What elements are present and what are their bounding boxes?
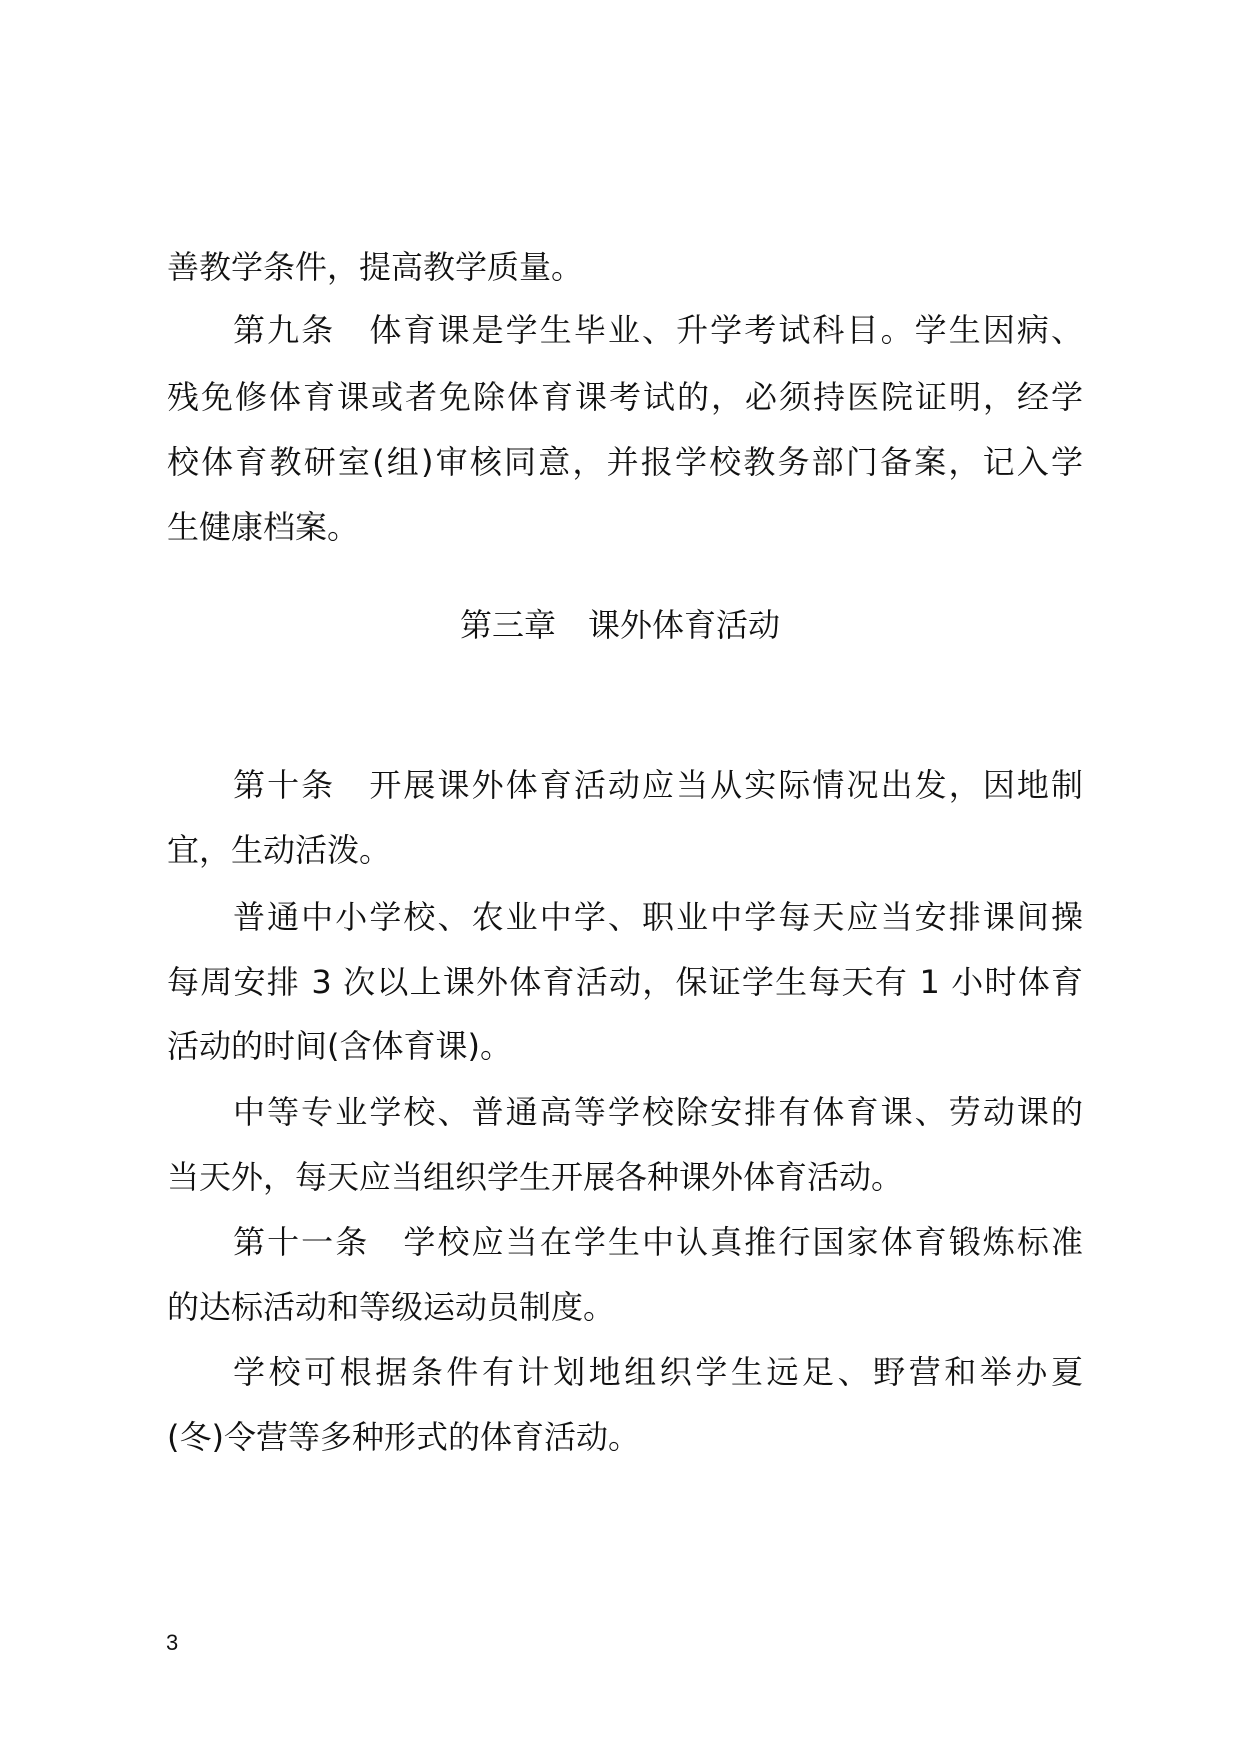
- article-10-line-1: 第十条 开展课外体育活动应当从实际情况出发，因地制: [233, 766, 1083, 804]
- paragraph-line: 善教学条件，提高教学质量。: [167, 248, 584, 286]
- article-11-line-1: 第十一条 学校应当在学生中认真推行国家体育锻炼标准: [233, 1223, 1083, 1261]
- article-10-p2-line-1: 普通中小学校、农业中学、职业中学每天应当安排课间操: [233, 898, 1083, 936]
- article-11-p2-line-2: (冬)令营等多种形式的体育活动。: [167, 1418, 640, 1456]
- page-number: 3: [166, 1630, 179, 1655]
- article-10-p3-line-1: 中等专业学校、普通高等学校除安排有体育课、劳动课的: [233, 1093, 1083, 1131]
- article-10-line-2: 宜，生动活泼。: [167, 831, 392, 869]
- article-11-line-2: 的达标活动和等级运动员制度。: [167, 1288, 616, 1326]
- article-9-line-1: 第九条 体育课是学生毕业、升学考试科目。学生因病、: [233, 311, 1083, 349]
- article-10-p3-line-2: 当天外，每天应当组织学生开展各种课外体育活动。: [167, 1158, 904, 1196]
- chapter-title: 第三章 课外体育活动: [459, 606, 780, 644]
- article-10-p2-line-2: 每周安排 3 次以上课外体育活动，保证学生每天有 1 小时体育: [167, 963, 1083, 1001]
- article-11-p2-line-1: 学校可根据条件有计划地组织学生远足、野营和举办夏: [233, 1353, 1083, 1391]
- article-9-line-2: 残免修体育课或者免除体育课考试的，必须持医院证明，经学: [167, 378, 1083, 416]
- article-10-p2-line-3: 活动的时间(含体育课)。: [167, 1027, 512, 1065]
- article-9-line-4: 生健康档案。: [167, 508, 360, 546]
- article-9-line-3: 校体育教研室(组)审核同意，并报学校教务部门备案，记入学: [167, 443, 1083, 481]
